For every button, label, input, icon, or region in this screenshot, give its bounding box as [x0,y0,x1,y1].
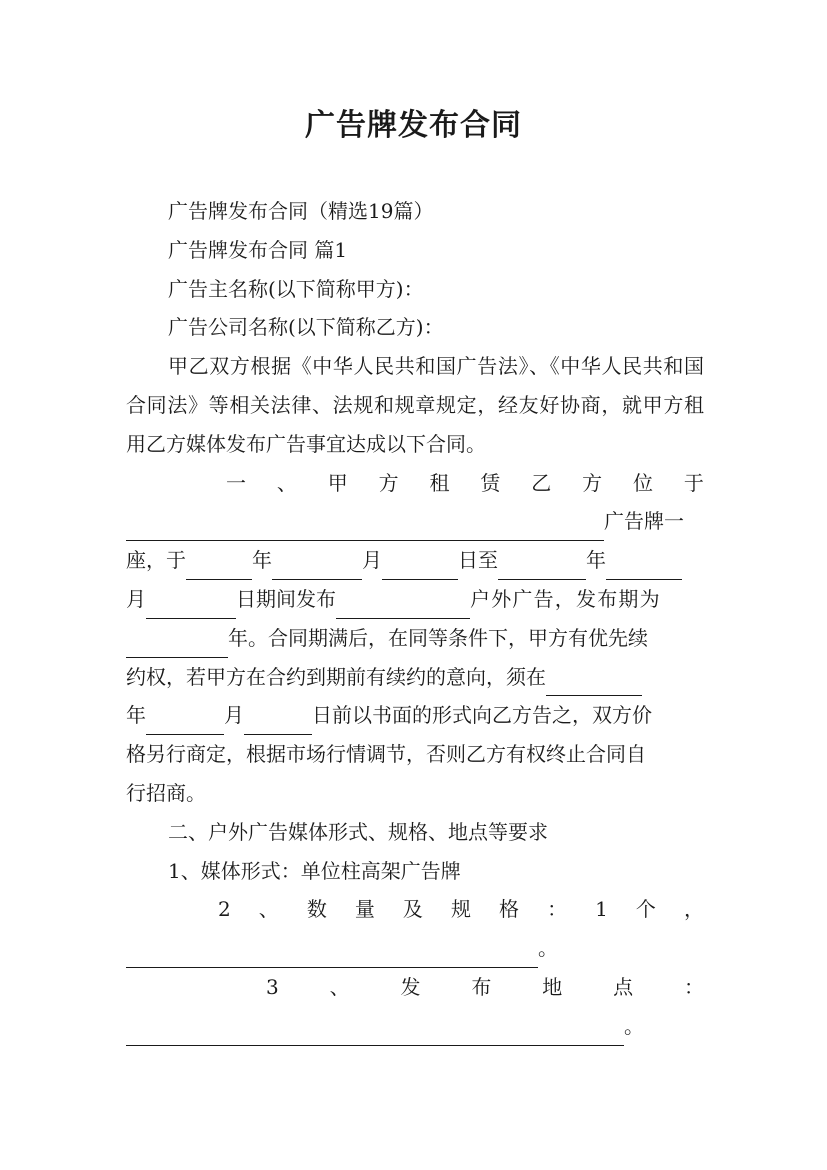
item-3-char: 、 [329,974,350,999]
party-a-line: 广告主名称(以下简称甲方)： [168,276,424,301]
clause-1-char: 位 [633,470,653,495]
clause-1-line-e [126,658,704,697]
item-2-heading-line [126,890,704,929]
blank-month [272,555,362,580]
clause-text: 户外广告，发布期为 [470,586,661,611]
document-title: 广告牌发布合同 [305,108,522,143]
clause-text: 年 [126,703,146,728]
clause-text: 约权，若甲方在合约到期前有续约的意向，须在 [126,664,546,689]
item-2-char: 规 [450,897,471,922]
item-2-char: 2 [218,897,231,922]
clause-1-char: 、 [276,470,297,495]
blank-year [498,555,586,580]
item-3-char: 点 [613,974,634,999]
clause-text: 年 [252,548,272,573]
item-2-char: 、 [258,897,279,922]
clause-text: 日前以书面的形式向乙方告之，双方价 [312,703,652,728]
blank-day [382,555,458,580]
clause-1-char: 租 [429,470,450,495]
clause-text: 年。合同期满后，在同等条件下，甲方有优先续 [228,625,648,650]
item-2-blank-line [126,929,704,968]
item-3-blank-line [126,1007,704,1046]
item-2-char: ： [547,897,568,922]
section-heading: 广告牌发布合同 篇1 [168,237,348,262]
blank-ad [336,594,470,619]
clause-text: 座，于 [126,548,186,573]
clause-1-line-f [126,696,704,735]
blank-month [146,710,224,735]
subtitle-line: 广告牌发布合同（精选19篇） [168,199,434,223]
blank-quantity [126,943,538,968]
clause-1-char: 方 [378,470,399,495]
item-3-heading-line [126,968,704,1007]
item-2-char: 1 [595,897,608,922]
clause-text: 广告牌一 [604,509,684,534]
item-2-char: 格 [499,897,520,922]
item-2-char: 数 [306,897,327,922]
item-2-char: 个 [635,897,656,922]
item-3-char: 布 [471,974,492,999]
intro-paragraph: 甲乙双方根据《中华人民共和国广告法》、《中华人民共和国合同法》等相关法律、法规和规章规定，经友好协商，就甲方租用乙方媒体发布广告事宜达成以下合同。 [126,354,704,456]
clause-text: 。 [538,936,558,961]
section-2-heading: 二、户外广告媒体形式、规格、地点等要求 [168,819,548,844]
clause-text: 月 [362,548,382,573]
clause-text: 月 [126,586,146,611]
item-3-char: 3 [266,974,279,999]
item-3-char: 发 [400,974,421,999]
blank-year [186,555,252,580]
blank-day [146,594,236,619]
clause-1-line-b [126,541,704,580]
item-3-char: ： [683,974,704,999]
blank-day [244,710,312,735]
item-2-char: ， [683,897,704,922]
blank-renewal [546,671,642,696]
blank-location [126,1021,624,1046]
item-1-line: 1、媒体形式：单位柱高架广告牌 [168,858,461,883]
item-3-char: 地 [542,974,563,999]
clause-text: 。 [624,1013,644,1038]
blank-month [606,555,682,580]
clause-text: 日至 [458,548,498,573]
clause-1-char: 于 [683,470,704,495]
clause-1-line-g: 格另行商定，根据市场行情调节，否则乙方有权终止合同自 [126,742,646,767]
item-2-char: 及 [402,897,423,922]
clause-text: 年 [586,548,606,573]
clause-1-char: 赁 [480,470,501,495]
blank-period [126,633,228,658]
clause-1-char: 甲 [327,470,348,495]
clause-1-line-d [126,619,704,658]
clause-1-heading-line [126,464,704,503]
blank-location [126,516,604,541]
clause-1-char: 乙 [531,470,552,495]
item-2-char: 量 [354,897,375,922]
clause-text: 日期间发布 [236,586,336,611]
document-body [126,192,704,1046]
clause-1-char: 方 [582,470,603,495]
clause-text: 月 [224,703,244,728]
clause-1-line-c [126,580,704,619]
party-b-line: 广告公司名称(以下简称乙方)： [168,315,444,340]
clause-1-line-h: 行招商。 [126,780,206,805]
clause-1-line-a [126,502,704,541]
clause-1-char: 一 [226,470,246,495]
